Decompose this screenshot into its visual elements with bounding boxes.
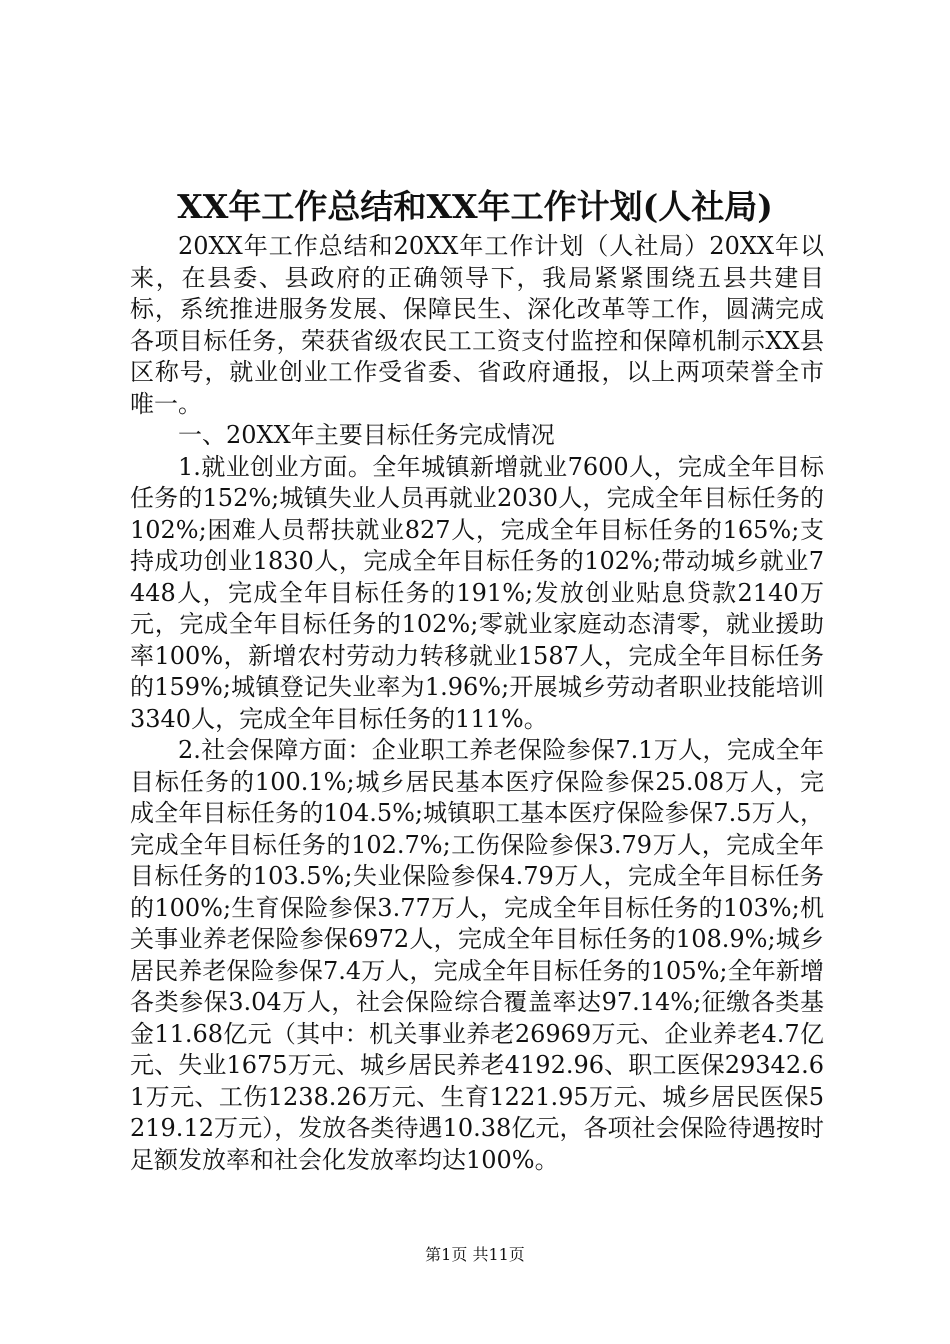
document-title: XX年工作总结和XX年工作计划(人社局) [177,187,773,226]
section-heading: 一、20XX年主要目标任务完成情况 [178,421,555,449]
employment-paragraph: 1.就业创业方面。全年城镇新增就业7600人，完成全年目标任务的152%;城镇失业人员再就业2030人，完成全年目标任务的102%;困难人员帮扶就业827人，完成全年目标任务的165%;支持成功创业1830人，完成全年目标任务的102%;带动城乡就业7448人，完成全年目标任务的191%;发放创业贴息贷款2140万元，完成全年目标任务的102%;零就业家庭动态清零，就业援助率100%，新增农村劳动力转移就业1587人，完成全年目标任务的159%;城镇登记失业率为1.96%;开展城乡劳动者职业技能培训3340人，完成全年目标任务的111%。 [130,452,824,733]
intro-paragraph: 20XX年工作总结和20XX年工作计划（人社局）20XX年以来，在县委、县政府的正确领导下，我局紧紧围绕五县共建目标，系统推进服务发展、保障民生、深化改革等工作，圆满完成各项目标任务，荣获省级农民工工资支付监控和保障机制示XX县区称号，就业创业工作受省委、省政府通报，以上两项荣誉全市唯一。 [130,232,824,418]
document-body [130,231,824,1176]
social-security-paragraph: 2.社会保障方面：企业职工养老保险参保7.1万人，完成全年目标任务的100.1%;城乡居民基本医疗保险参保25.08万人，完成全年目标任务的104.5%;城镇职工基本医疗保险参保7.5万人，完成全年目标任务的102.7%;工伤保险参保3.79万人，完成全年目标任务的103.5%;失业保险参保4.79万人，完成全年目标任务的100%;生育保险参保3.77万人，完成全年目标任务的103%;机关事业养老保险参保6972人，完成全年目标任务的108.9%;城乡居民养老保险参保7.4万人，完成全年目标任务的105%;全年新增各类参保3.04万人，社会保险综合覆盖率达97.14%;征缴各类基金11.68亿元（其中：机关事业养老26969万元、企业养老4.7亿元、失业1675万元、城乡居民养老4192.96、职工医保29342.61万元、工伤1238.26万元、生育1221.95万元、城乡居民医保5219.12万元），发放各类待遇10.38亿元，各项社会保险待遇按时足额发放率和社会化发放率均达100%。 [130,736,824,1174]
page-number: 第1页 共11页 [425,1245,525,1264]
